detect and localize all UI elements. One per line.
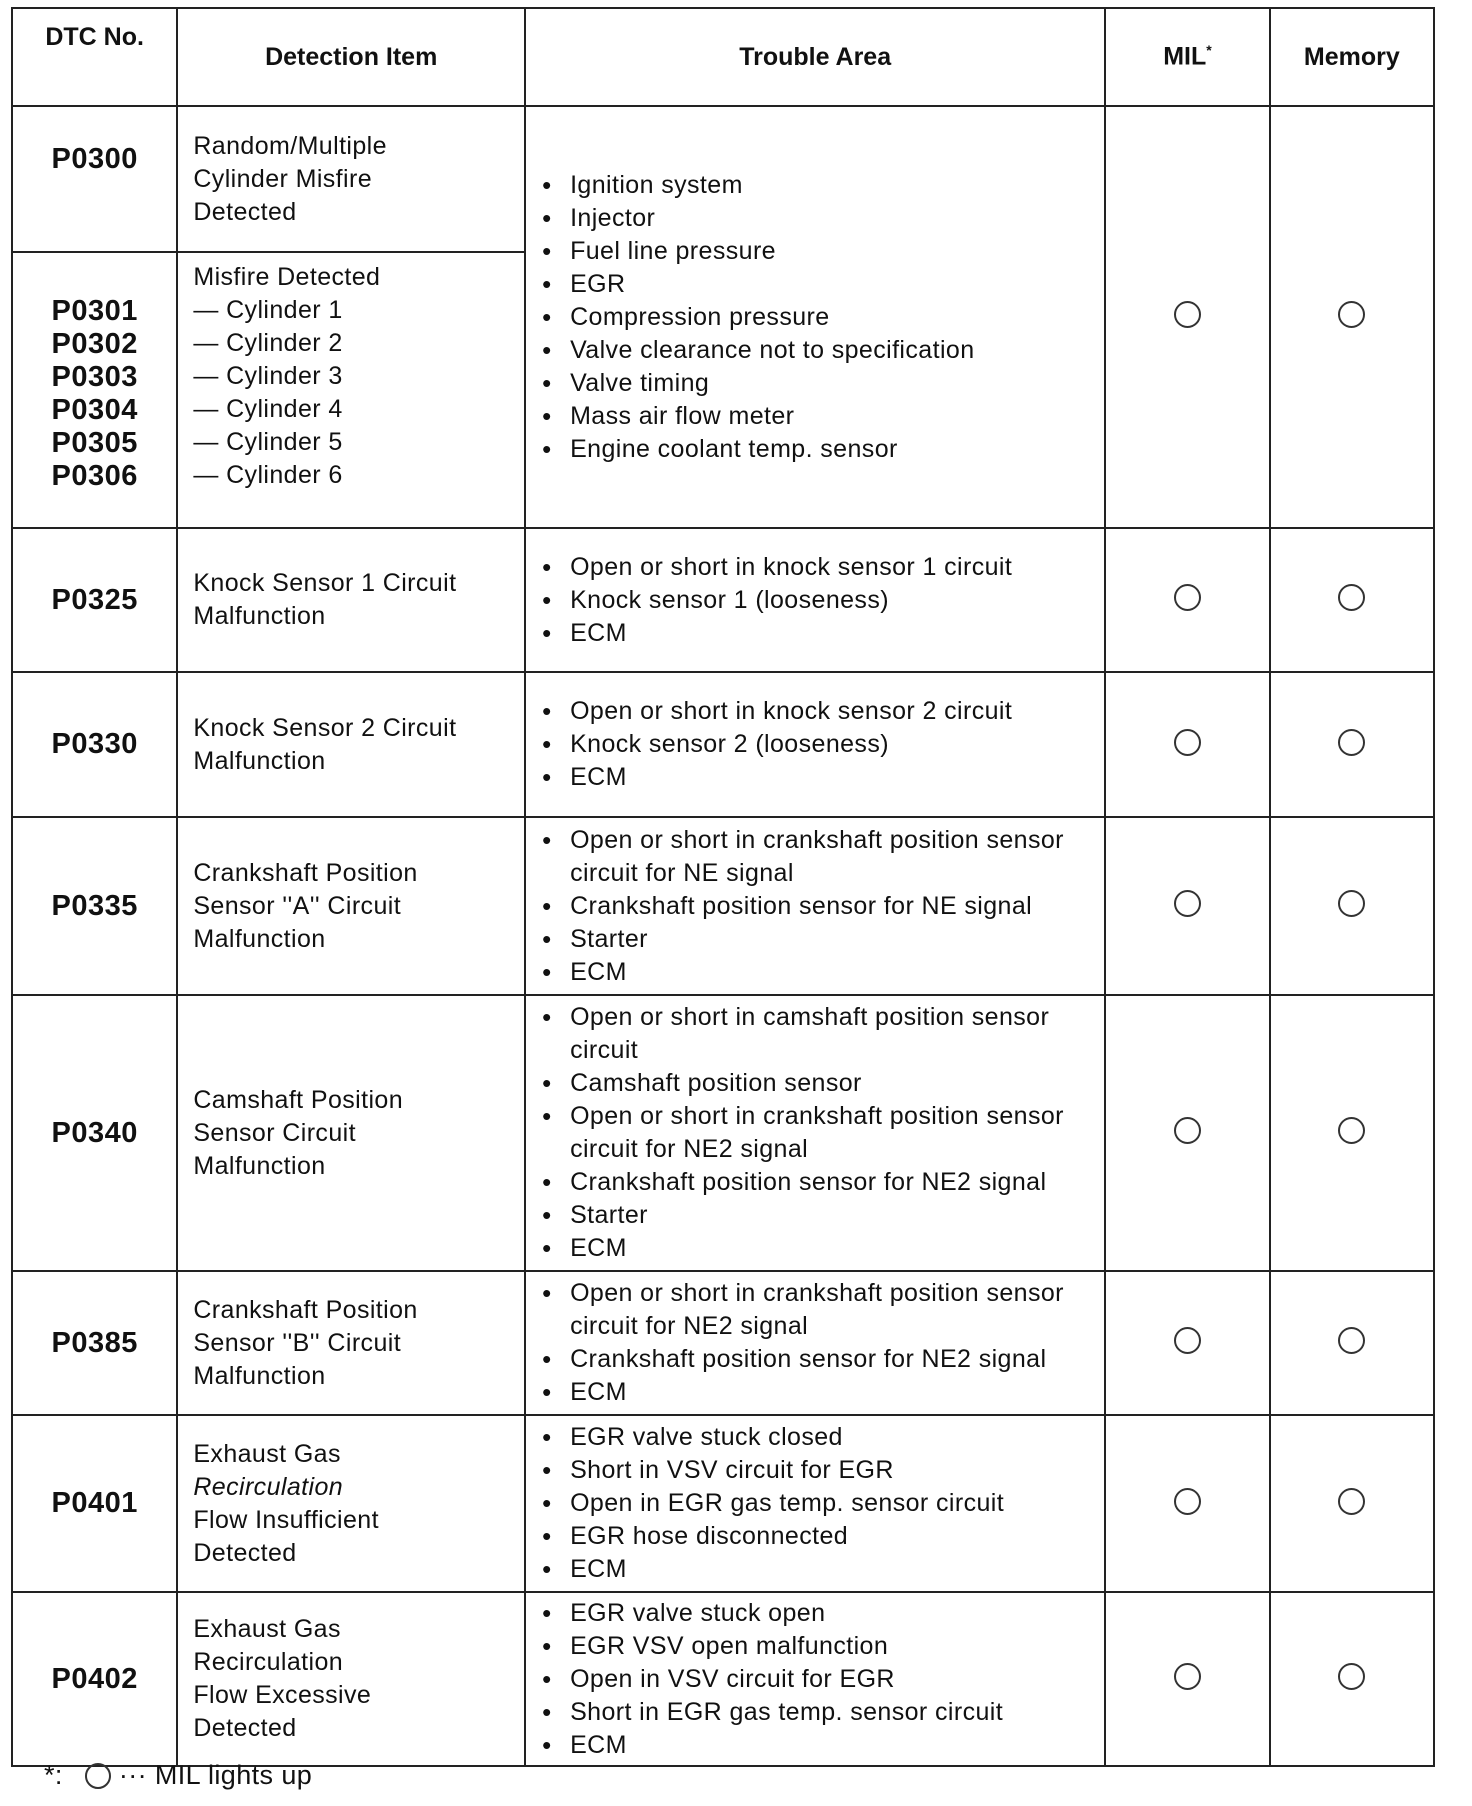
table-row <box>12 1592 1434 1766</box>
table-row <box>12 1271 1434 1415</box>
detection-line: Recirculation <box>193 1648 344 1676</box>
mil-cell <box>1105 817 1269 995</box>
memory-cell <box>1270 817 1434 995</box>
detection-item <box>177 1415 525 1592</box>
circle-mark-icon <box>1174 729 1201 756</box>
trouble-area <box>525 106 1105 528</box>
dtc-code-text: P0304 <box>51 394 138 426</box>
trouble-item: • EGR VSV open malfunction <box>540 1630 1104 1663</box>
memory-cell <box>1270 1415 1434 1592</box>
table-row <box>12 528 1434 672</box>
trouble-area <box>525 1592 1105 1766</box>
trouble-item: • ECM <box>540 956 1104 989</box>
trouble-item: • ECM <box>540 1729 1104 1762</box>
header-dtc <box>12 8 177 106</box>
dtc-code <box>12 1271 177 1415</box>
detection-line: Exhaust Gas <box>193 1615 341 1643</box>
detection-line: Detected <box>193 1538 297 1567</box>
header-dtc-label: DTC No. <box>45 23 144 51</box>
memory-cell <box>1270 1271 1434 1415</box>
trouble-list <box>540 1421 1104 1586</box>
trouble-item: • ECM <box>540 1232 1104 1265</box>
trouble-item: • EGR hose disconnected <box>540 1520 1104 1553</box>
header-detection-label: Detection Item <box>265 42 438 71</box>
mil-cell <box>1105 995 1269 1271</box>
mil-cell <box>1105 1271 1269 1415</box>
trouble-item: • Open in VSV circuit for EGR <box>540 1663 1104 1696</box>
dtc-code <box>12 106 177 252</box>
table-row <box>12 106 1434 252</box>
table-row <box>12 995 1434 1271</box>
detection-item <box>177 252 525 528</box>
trouble-item: • Crankshaft position sensor for NE2 signal <box>540 1343 1104 1376</box>
dtc-code <box>12 1415 177 1592</box>
header-trouble <box>525 8 1105 106</box>
memory-cell <box>1270 995 1434 1271</box>
table-row <box>12 817 1434 995</box>
trouble-item: • Crankshaft position sensor for NE2 signal <box>540 1166 1104 1199</box>
dtc-code-text: P0301 <box>51 295 138 327</box>
detection-line: Cylinder Misfire <box>193 164 372 193</box>
circle-mark-icon <box>1338 1327 1365 1354</box>
trouble-item: • Starter <box>540 923 1104 956</box>
trouble-item: • EGR valve stuck closed <box>540 1421 1104 1454</box>
trouble-item: • Open or short in crankshaft position sensor circuit for NE2 signal <box>540 1277 1104 1343</box>
circle-mark-icon <box>1338 729 1365 756</box>
dtc-code-text: P0300 <box>51 143 138 175</box>
dtc-code-text: P0305 <box>51 427 138 459</box>
detection-line: Camshaft Position <box>193 1085 404 1114</box>
dtc-code-text: P0340 <box>51 1116 138 1149</box>
trouble-item: • Mass air flow meter <box>540 400 1104 433</box>
header-detection <box>177 8 525 106</box>
memory-cell <box>1270 672 1434 817</box>
trouble-item: • Compression pressure <box>540 301 1104 334</box>
trouble-item: • Open in EGR gas temp. sensor circuit <box>540 1487 1104 1520</box>
memory-cell <box>1270 1592 1434 1766</box>
dtc-code <box>12 995 177 1271</box>
detection-line: Detected <box>193 1714 297 1742</box>
header-memory <box>1270 8 1434 106</box>
mil-cell <box>1105 1592 1269 1766</box>
trouble-item: • EGR <box>540 268 1104 301</box>
dtc-code-text: P0303 <box>51 361 138 393</box>
trouble-area <box>525 672 1105 817</box>
trouble-item: • Open or short in knock sensor 2 circuit <box>540 695 1104 728</box>
detection-line: — Cylinder 2 <box>193 329 343 357</box>
mil-cell <box>1105 528 1269 672</box>
detection-line: Knock Sensor 2 Circuit <box>193 713 457 742</box>
dtc-code-text: P0302 <box>51 328 138 360</box>
detection-item <box>177 817 525 995</box>
dtc-code-text: P0385 <box>51 1326 138 1359</box>
detection-item <box>177 528 525 672</box>
trouble-item: • Knock sensor 2 (looseness) <box>540 728 1104 761</box>
circle-mark-icon <box>85 1763 111 1789</box>
detection-line: Crankshaft Position <box>193 858 418 887</box>
trouble-item: • Ignition system <box>540 169 1104 202</box>
detection-line: Malfunction <box>193 602 326 630</box>
trouble-item: • Crankshaft position sensor for NE signal <box>540 890 1104 923</box>
trouble-area <box>525 528 1105 672</box>
dtc-code <box>12 252 177 528</box>
trouble-list <box>540 1001 1104 1265</box>
trouble-area <box>525 1415 1105 1592</box>
dtc-code <box>12 528 177 672</box>
detection-item <box>177 672 525 817</box>
detection-line: — Cylinder 3 <box>193 362 343 390</box>
detection-line: Malfunction <box>193 1151 326 1180</box>
trouble-area <box>525 1271 1105 1415</box>
dtc-code <box>12 1592 177 1766</box>
trouble-item: • Fuel line pressure <box>540 235 1104 268</box>
trouble-list <box>540 824 1104 989</box>
detection-line: Malfunction <box>193 1361 326 1390</box>
detection-line: Exhaust Gas <box>193 1439 341 1468</box>
trouble-item: • Open or short in knock sensor 1 circuit <box>540 551 1104 584</box>
trouble-item: • Open or short in camshaft position sensor circuit <box>540 1001 1104 1067</box>
trouble-item: • Open or short in crankshaft position sensor circuit for NE signal <box>540 824 1104 890</box>
footnote-mark: *: <box>44 1760 63 1790</box>
trouble-area <box>525 817 1105 995</box>
circle-mark-icon <box>1174 1117 1201 1144</box>
circle-mark-icon <box>1174 584 1201 611</box>
trouble-item: • Open or short in crankshaft position sensor circuit for NE2 signal <box>540 1100 1104 1166</box>
trouble-item: • ECM <box>540 1376 1104 1409</box>
trouble-list <box>540 169 1104 466</box>
detection-line: — Cylinder 6 <box>193 461 343 489</box>
detection-line: Detected <box>193 197 297 226</box>
circle-mark-icon <box>1174 890 1201 917</box>
trouble-item: • EGR valve stuck open <box>540 1597 1104 1630</box>
circle-mark-icon <box>1174 301 1201 328</box>
detection-line: Malfunction <box>193 746 326 775</box>
trouble-item: • Short in VSV circuit for EGR <box>540 1454 1104 1487</box>
detection-line: Sensor ''B'' Circuit <box>193 1328 402 1357</box>
trouble-item: • ECM <box>540 1553 1104 1586</box>
trouble-item: • ECM <box>540 617 1104 650</box>
trouble-area <box>525 995 1105 1271</box>
trouble-item: • Starter <box>540 1199 1104 1232</box>
dtc-code-text: P0402 <box>51 1662 138 1695</box>
trouble-item: • Short in EGR gas temp. sensor circuit <box>540 1696 1104 1729</box>
detection-line: Malfunction <box>193 924 326 953</box>
table-row <box>12 1415 1434 1592</box>
detection-item <box>177 1592 525 1766</box>
detection-line: Crankshaft Position <box>193 1295 418 1324</box>
circle-mark-icon <box>1338 584 1365 611</box>
header-mil-footnote-mark: * <box>1206 42 1212 59</box>
detection-line: Sensor Circuit <box>193 1118 356 1147</box>
circle-mark-icon <box>1174 1663 1201 1690</box>
detection-item <box>177 995 525 1271</box>
detection-line: Misfire Detected <box>193 263 381 291</box>
dtc-code-text: P0335 <box>51 889 138 922</box>
trouble-item: • Camshaft position sensor <box>540 1067 1104 1100</box>
detection-line: Sensor ''A'' Circuit <box>193 891 402 920</box>
circle-mark-icon <box>1338 890 1365 917</box>
detection-line: Flow Insufficient <box>193 1505 379 1534</box>
header-mil-label: MIL <box>1163 42 1207 71</box>
detection-line: Flow Excessive <box>193 1681 372 1709</box>
detection-line: — Cylinder 1 <box>193 296 343 324</box>
detection-line: Random/Multiple <box>193 131 387 160</box>
trouble-list <box>540 1597 1104 1762</box>
footnote-text: ··· MIL lights up <box>118 1760 313 1790</box>
footnote <box>44 1760 312 1791</box>
header-mil <box>1105 8 1269 106</box>
trouble-list <box>540 695 1104 794</box>
memory-cell <box>1270 528 1434 672</box>
mil-cell <box>1105 672 1269 817</box>
dtc-code-text: P0401 <box>51 1487 138 1519</box>
header-row <box>12 8 1434 106</box>
trouble-item: • Engine coolant temp. sensor <box>540 433 1104 466</box>
detection-line: — Cylinder 5 <box>193 428 343 456</box>
mil-cell <box>1105 1415 1269 1592</box>
detection-line: Recirculation <box>193 1472 344 1501</box>
trouble-list <box>540 551 1104 650</box>
header-trouble-label: Trouble Area <box>739 42 892 71</box>
table-row <box>12 672 1434 817</box>
dtc-code <box>12 672 177 817</box>
circle-mark-icon <box>1338 1117 1365 1144</box>
detection-item <box>177 1271 525 1415</box>
trouble-item: • Valve clearance not to specification <box>540 334 1104 367</box>
dtc-code-text: P0330 <box>51 728 138 760</box>
circle-mark-icon <box>1338 1663 1365 1690</box>
detection-item <box>177 106 525 252</box>
memory-cell <box>1270 106 1434 528</box>
dtc-table <box>11 7 1435 1767</box>
circle-mark-icon <box>1174 1488 1201 1515</box>
circle-mark-icon <box>1338 1488 1365 1515</box>
header-memory-label: Memory <box>1303 42 1400 71</box>
circle-mark-icon <box>1174 1327 1201 1354</box>
trouble-item: • Valve timing <box>540 367 1104 400</box>
trouble-item: • ECM <box>540 761 1104 794</box>
dtc-code-text: P0325 <box>51 583 138 616</box>
detection-line: — Cylinder 4 <box>193 395 343 423</box>
trouble-list <box>540 1277 1104 1409</box>
trouble-item: • Knock sensor 1 (looseness) <box>540 584 1104 617</box>
trouble-item: • Injector <box>540 202 1104 235</box>
mil-cell <box>1105 106 1269 528</box>
circle-mark-icon <box>1338 301 1365 328</box>
dtc-code-text: P0306 <box>51 460 138 492</box>
dtc-code <box>12 817 177 995</box>
detection-line: Knock Sensor 1 Circuit <box>193 569 457 597</box>
